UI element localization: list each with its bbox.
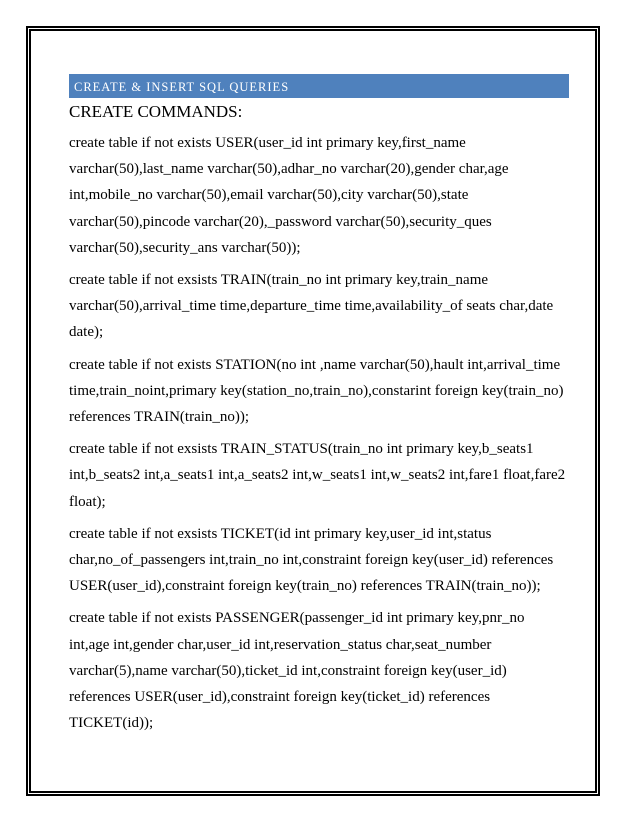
statement-line: references TRAIN(train_no)); — [69, 409, 250, 426]
sql-statement-train-status — [69, 436, 569, 515]
statement-line: char,no_of_passengers int,train_no int,constraint foreign key(user_id) references — [69, 552, 554, 569]
statement-line: varchar(50),security_ans varchar(50)); — [69, 239, 301, 256]
statement-line: USER(user_id),constraint foreign key(train_no) references TRAIN(train_no)); — [69, 578, 541, 595]
statement-line: date); — [69, 324, 104, 341]
create-commands-heading: CREATE COMMANDS: — [69, 102, 243, 121]
sql-statement-user — [69, 130, 569, 261]
statement-line: TICKET(id)); — [69, 715, 154, 732]
statement-line: varchar(50),pincode varchar(20),_password varchar(50),security_ques — [69, 213, 492, 230]
statement-line: varchar(50),arrival_time time,departure_time time,availability_of seats char,date — [69, 298, 554, 315]
statement-line: int,b_seats2 int,a_seats1 int,a_seats2 int,w_seats1 int,w_seats2 int,fare1 float,fare2 — [69, 467, 566, 484]
section-title: CREATE & INSERT SQL QUERIES — [69, 74, 569, 98]
statement-line: time,train_noint,primary key(station_no,train_no),constarint foreign key(train_no) — [69, 382, 564, 399]
statement-line: references USER(user_id),constraint foreign key(ticket_id) references — [69, 689, 491, 706]
statement-line: int,age int,gender char,user_id int,reservation_status char,seat_number — [69, 636, 492, 653]
statement-line: create table if not exsists TICKET(id int primary key,user_id int,status — [69, 525, 492, 542]
statement-line: int,mobile_no varchar(50),email varchar(50),city varchar(50),state — [69, 187, 469, 204]
sql-statement-train — [69, 267, 569, 346]
statement-line: create table if not exists PASSENGER(passenger_id int primary key,pnr_no — [69, 610, 525, 627]
statement-line: create table if not exsists TRAIN(train_no int primary key,train_name — [69, 272, 489, 289]
sql-statement-station — [69, 352, 569, 431]
sql-statement-ticket — [69, 521, 569, 600]
statement-line: create table if not exists USER(user_id int primary key,first_name — [69, 135, 466, 151]
sql-statement-passenger — [69, 605, 569, 736]
statement-line: float); — [69, 493, 106, 510]
statement-line: varchar(50),last_name varchar(50),adhar_no varchar(20),gender char,age — [69, 161, 509, 178]
document-content — [69, 74, 569, 736]
statement-line: varchar(5),name varchar(50),ticket_id int,constraint foreign key(user_id) — [69, 662, 507, 679]
statement-line: create table if not exsists TRAIN_STATUS(train_no int primary key,b_seats1 — [69, 441, 534, 458]
statement-line: create table if not exists STATION(no int ,name varchar(50),hault int,arrival_time — [69, 356, 561, 373]
